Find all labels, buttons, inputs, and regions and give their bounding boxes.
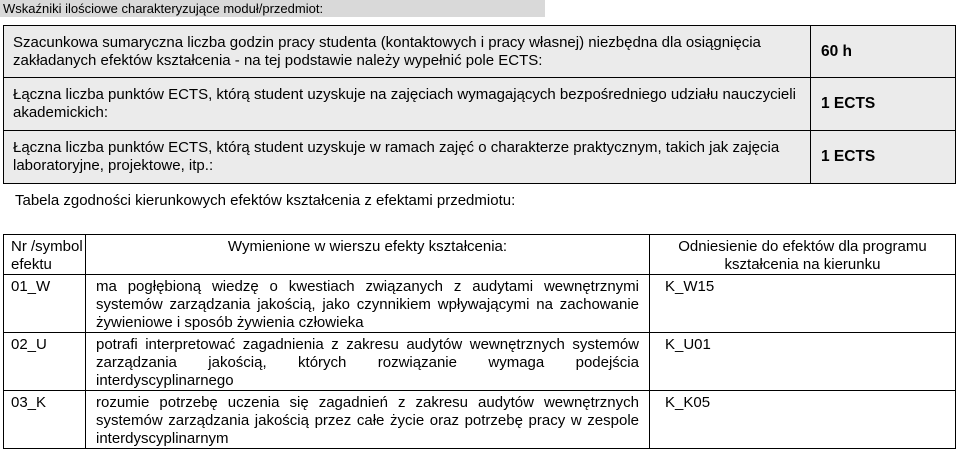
ects-value: 1 ECTS <box>811 78 956 131</box>
effect-reference: K_K05 <box>650 391 956 449</box>
table-header-row <box>4 235 956 275</box>
effect-symbol: 01_W <box>4 275 86 333</box>
effect-description: ma pogłębioną wiedzę o kwestiach związanych z audytami wewnętrznymi systemów zarządzania jakością, jako czynnikiem wpływającymi na zachowanie żywieniowe i sposób żywienia człowieka <box>86 275 650 333</box>
effect-description: rozumie potrzebę uczenia się zagadnień z zakresu audytów wewnętrznych systemów zarządzania jakością przez całe życie oraz potrzebę pracy w zespole interdyscyplinarnym <box>86 391 650 449</box>
effect-reference: K_W15 <box>650 275 956 333</box>
ects-row <box>4 26 956 78</box>
section-header-title: Wskaźniki ilościowe charakteryzujące moduł/przedmiot: <box>3 1 324 16</box>
ects-row <box>4 78 956 131</box>
ects-description: Łączna liczba punktów ECTS, którą student uzyskuje na zajęciach wymagających bezpośredniego udziału nauczycieli akademickich: <box>4 78 811 131</box>
effect-description: potrafi interpretować zagadnienia z zakresu audytów wewnętrznych systemów zarządzania jakością, których rozwiązanie wymaga podejścia interdyscyplinarnego <box>86 333 650 391</box>
ects-row <box>4 131 956 184</box>
ects-value: 1 ECTS <box>811 131 956 184</box>
effect-symbol: 03_K <box>4 391 86 449</box>
effect-symbol: 02_U <box>4 333 86 391</box>
section-header <box>0 0 545 17</box>
ects-table <box>3 25 956 184</box>
header-effects: Wymienione w wierszu efekty kształcenia: <box>86 235 650 275</box>
table-row <box>4 275 956 333</box>
header-symbol: Nr /symbol efektu <box>4 235 86 275</box>
ects-value: 60 h <box>811 26 956 78</box>
effects-mapping-table <box>3 234 956 449</box>
header-reference: Odniesienie do efektów dla programu kształcenia na kierunku <box>650 235 956 275</box>
table-row <box>4 333 956 391</box>
mapping-caption: Tabela zgodności kierunkowych efektów kształcenia z efektami przedmiotu: <box>15 192 516 209</box>
ects-description: Szacunkowa sumaryczna liczba godzin pracy studenta (kontaktowych i pracy własnej) niezbędna dla osiągnięcia zakładanych efektów kształcenia - na tej podstawie należy wypełnić pole ECTS: <box>4 26 811 78</box>
ects-description: Łączna liczba punktów ECTS, którą student uzyskuje w ramach zajęć o charakterze praktycznym, takich jak zajęcia laboratoryjne, projektowe, itp.: <box>4 131 811 184</box>
effect-reference: K_U01 <box>650 333 956 391</box>
table-row <box>4 391 956 449</box>
